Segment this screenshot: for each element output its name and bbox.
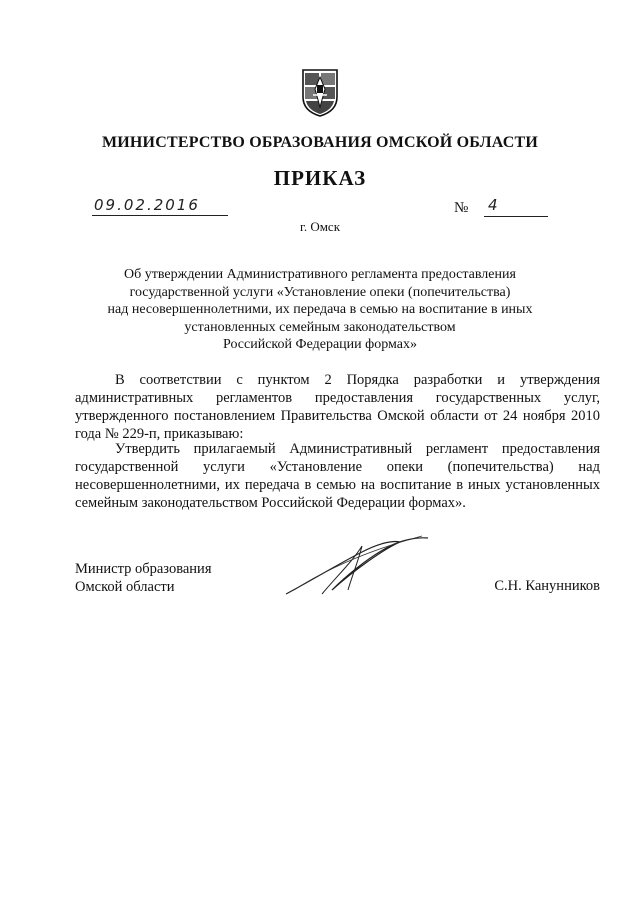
city: г. Омск [299, 219, 341, 234]
position-line: Омской области [75, 579, 175, 595]
subject-line: над несовершеннолетними, их передача в семью на воспитание в иных [107, 302, 533, 317]
handwritten-number: 4 [488, 196, 498, 214]
subject-line: государственной услуги «Установление опеки (попечительства) [129, 284, 511, 300]
number-label: № [454, 200, 469, 216]
position-line: Министр образования [75, 561, 212, 577]
number-field [484, 198, 548, 217]
subject-line: Об утверждении Административного регламента предоставления [124, 267, 516, 282]
signatory-name: С.Н. Канунников [494, 578, 600, 594]
document-subject [80, 266, 560, 354]
date-underline [92, 215, 228, 216]
handwritten-date: 09.02.2016 [94, 196, 200, 214]
coat-of-arms-icon [301, 67, 339, 117]
subject-line: Российской Федерации формах» [223, 337, 417, 352]
handwritten-signature [282, 532, 432, 602]
organization-title: МИНИСТЕРСТВО ОБРАЗОВАНИЯ ОМСКОЙ ОБЛАСТИ [101, 134, 539, 151]
document-type-title: ПРИКАЗ [273, 166, 367, 190]
subject-line: установленных семейным законодательством [184, 319, 456, 335]
body-paragraph-1: В соответствии с пунктом 2 Порядка разработки и утверждения административных регламентов предоставления государственных услуг, утвержденного постановлением Правительства Омской области от 24 ноября 2010 года № 229-п, приказываю: [75, 372, 600, 442]
date-field [92, 198, 228, 216]
body-paragraph-2: Утвердить прилагаемый Административный регламент предоставления государственной услуги «Установление опеки (попечительства) над несовершеннолетними, их передача в семью на воспитание в иных установленных семейным законодательством Российской Федерации формах». [75, 441, 600, 511]
signatory-position [75, 560, 211, 596]
